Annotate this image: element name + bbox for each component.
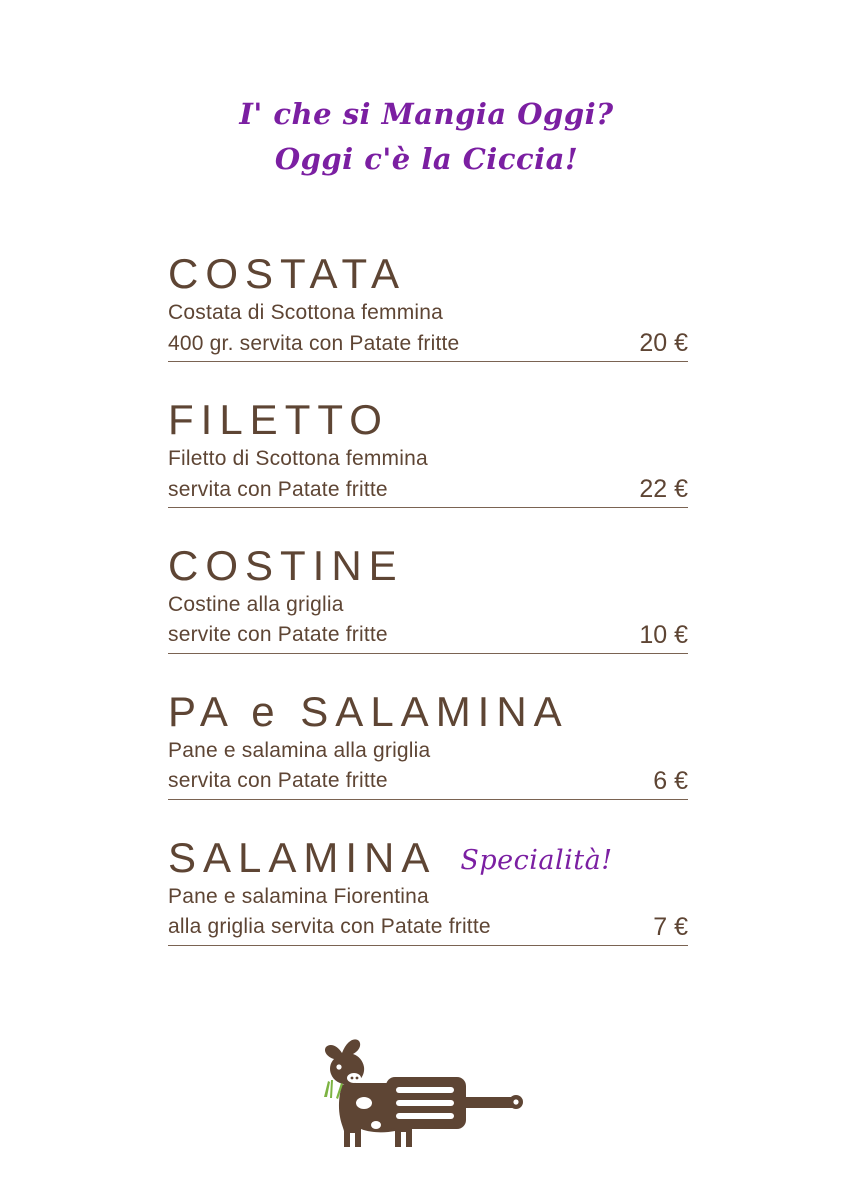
menu-list [168,252,688,982]
item-description-line-2: servite con Patate fritte [168,623,388,647]
item-price: 6 € [653,766,688,795]
item-price: 10 € [639,620,688,649]
footer-logo [0,1037,853,1172]
item-price-row [168,620,688,653]
header-line-2: Oggi c'è la Ciccia! [274,141,579,176]
item-price-row [168,329,688,362]
item-price-row [168,912,688,945]
item-description-line-1: Pane e salamina alla griglia [168,739,431,762]
item-description-line-1: Filetto di Scottona femmina [168,447,428,471]
list-item [168,833,688,946]
item-description-line-2: servita con Patate fritte [168,769,388,793]
item-title-row [168,833,688,881]
item-price: 20 € [639,328,688,357]
item-title-row [168,395,688,443]
item-title: COSTINE [168,541,404,589]
item-description-line-1: Pane e salamina Fiorentina [168,884,429,908]
item-price-row [168,475,688,508]
item-title-row [168,541,688,589]
list-item [168,395,688,508]
item-title: FILETTO [168,395,389,443]
item-tag: Specialità! [460,844,613,876]
item-price-row [168,766,688,799]
item-description-line-1: Costata di Scottona femmina [168,301,444,325]
item-title: SALAMINA [168,833,437,881]
item-title: PA e SALAMINA [168,687,569,735]
item-price: 22 € [639,474,688,503]
item-title: COSTATA [168,250,406,297]
menu-header [0,0,853,182]
item-description-line-2: servita con Patate fritte [168,477,388,501]
item-price: 7 € [653,912,688,941]
item-title-row [168,252,688,296]
list-item [168,541,688,654]
list-item [168,252,688,362]
item-description-line-2: 400 gr. servita con Patate fritte [168,331,460,355]
cow-and-grill-spatula-icon [312,1037,542,1172]
list-item [168,687,688,800]
item-description-line-1: Costine alla griglia [168,593,344,617]
item-title-row [168,687,688,735]
header-line-1: I' che si Mangia Oggi? [239,97,614,131]
item-description-line-2: alla griglia servita con Patate fritte [168,915,491,939]
